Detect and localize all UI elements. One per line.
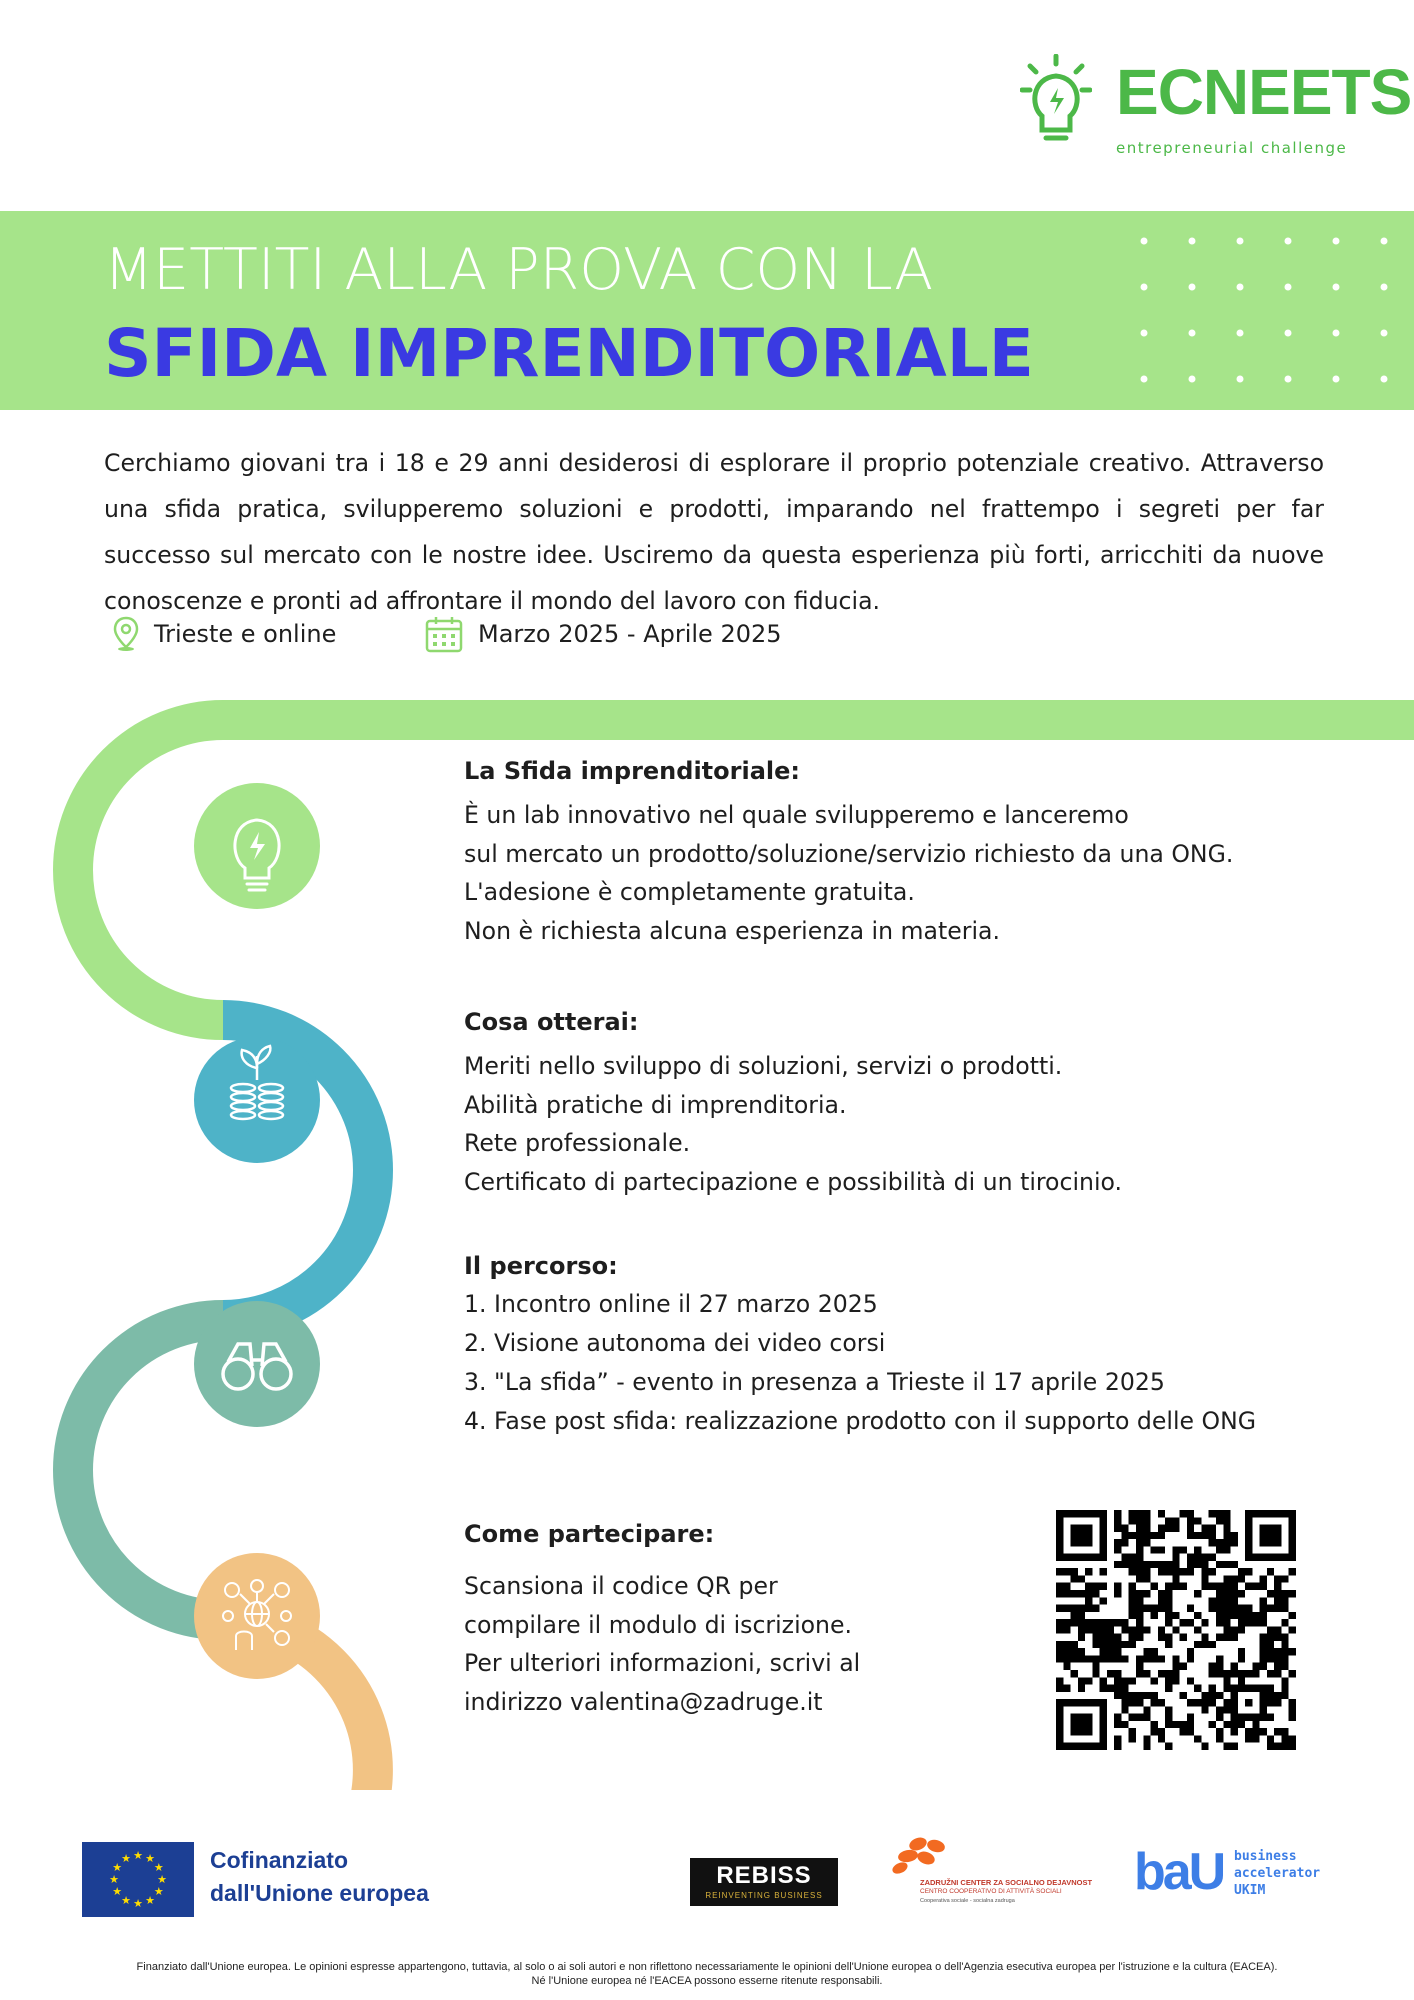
section-sfida-line: È un lab innovativo nel quale svilupperemo e lanceremo (464, 801, 1129, 829)
eu-flag-icon (82, 1842, 194, 1917)
section-partecipare-line: Per ulteriori informazioni, scrivi al (464, 1649, 861, 1677)
svg-text:★: ★ (112, 1885, 123, 1898)
svg-text:★: ★ (157, 1873, 167, 1886)
lightbulb-logo-icon (1020, 54, 1092, 144)
location-info (112, 614, 336, 654)
section-sfida-line: Non è richiesta alcuna esperienza in materia. (464, 916, 1000, 945)
intro-paragraph: Cerchiamo giovani tra i 18 e 29 anni desiderosi di esplorare il proprio potenziale creativo. Attraverso una sfida pratica, svilupperemo soluzioni e prodotti, imparando nel frattempo i segreti per far successo sul mercato con le nostre idee. Usciremo da questa esperienza più forti, arricchiti da nuove conoscenze e pronti ad affrontare il mondo del lavoro con fiducia. (104, 449, 1324, 615)
section-partecipare (464, 1515, 964, 1721)
svg-text:★: ★ (133, 1897, 143, 1910)
section-otterrai-line: Abilità pratiche di imprenditoria. (464, 1090, 847, 1119)
list-item: 1. Incontro online il 27 marzo 2025 (464, 1290, 878, 1318)
section-otterrai-title: Cosa otterai: (464, 1008, 639, 1036)
section-otterrai (464, 1003, 1364, 1201)
business-accelerator-logo: baU business accelerator UKIM (1134, 1843, 1321, 1901)
section-sfida-line: sul mercato un prodotto/soluzione/servizio richiesto da una ONG. (464, 839, 1234, 868)
section-otterrai-line: Certificato di partecipazione e possibilità di un tirocinio. (464, 1167, 1123, 1196)
svg-text:★: ★ (133, 1849, 143, 1862)
title-banner (0, 211, 1414, 410)
ecneets-logo (1020, 54, 1412, 164)
section-sfida-title: La Sfida imprenditoriale: (464, 757, 800, 785)
dot-grid-decoration (1138, 227, 1388, 397)
list-item: 2. Visione autonoma dei video corsi (464, 1329, 886, 1357)
calendar-icon (424, 614, 464, 654)
svg-text:★: ★ (112, 1861, 123, 1874)
section-partecipare-line: indirizzo valentina@zadruge.it (464, 1687, 823, 1716)
logo-tagline: entrepreneurial challenge (1116, 139, 1348, 157)
binoculars-icon (194, 1301, 320, 1427)
banner-subtitle: METTITI ALLA PROVA CON LA (104, 237, 934, 303)
banner-title: SFIDA IMPRENDITORIALE (104, 315, 1034, 392)
network-people-icon (194, 1553, 320, 1679)
rebiss-logo: REBISS REINVENTING BUSINESS (690, 1858, 838, 1906)
dates-info (424, 614, 782, 654)
section-sfida (464, 752, 1364, 950)
section-otterrai-line: Meriti nello sviluppo di soluzioni, servizi o prodotti. (464, 1052, 1063, 1080)
map-pin-icon (112, 616, 140, 652)
svg-text:★: ★ (109, 1873, 119, 1886)
zadruge-flower-icon (888, 1836, 958, 1876)
lightbulb-icon (194, 783, 320, 909)
section-sfida-line: L'adesione è completamente gratuita. (464, 878, 915, 906)
section-partecipare-line: Scansiona il codice QR per (464, 1572, 778, 1600)
list-item: 4. Fase post sfida: realizzazione prodotto con il supporto delle ONG (464, 1407, 1257, 1435)
dates-text: Marzo 2025 - Aprile 2025 (478, 620, 782, 648)
svg-text:★: ★ (153, 1885, 164, 1898)
section-partecipare-title: Come partecipare: (464, 1520, 715, 1548)
list-item: 3. "La sfida” - evento in presenza a Trieste il 17 aprile 2025 (464, 1368, 1165, 1396)
svg-text:★: ★ (121, 1852, 131, 1866)
section-otterrai-line: Rete professionale. (464, 1129, 691, 1157)
plant-coins-icon (194, 1037, 320, 1163)
eu-cofunded-text: Cofinanziato dall'Unione europea (210, 1847, 429, 1906)
location-text: Trieste e online (154, 620, 337, 648)
zadruge-logo: ZADRUŽNI CENTER ZA SOCIALNO DEJAVNOST CENTRO COOPERATIVO DI ATTIVITÀ SOCIALI Cooperativa sociale - socialna zadruga (884, 1836, 1064, 1916)
qr-code[interactable] (1056, 1510, 1296, 1750)
svg-text:★: ★ (145, 1893, 155, 1907)
logo-wordmark: ECNEETS (1116, 56, 1412, 128)
eu-disclaimer: Finanziato dall'Unione europea. Le opinioni espresse appartengono, tuttavia, al solo o ai soli autori e non riflettono necessariamente le opinioni dell'Unione europea o dell'Agenzia esecutiva europea per l'istruzione e la cultura (EACEA). Né l'Unione europea né l'EACEA possono esserne ritenute responsabili. (136, 1961, 1278, 1987)
svg-text:★: ★ (145, 1852, 155, 1866)
svg-text:★: ★ (121, 1893, 131, 1907)
section-partecipare-line: compilare il modulo di iscrizione. (464, 1610, 853, 1639)
svg-text:★: ★ (153, 1861, 164, 1874)
section-percorso (464, 1247, 1364, 1441)
section-percorso-title: Il percorso: (464, 1252, 618, 1280)
percorso-steps-list (464, 1285, 1364, 1441)
